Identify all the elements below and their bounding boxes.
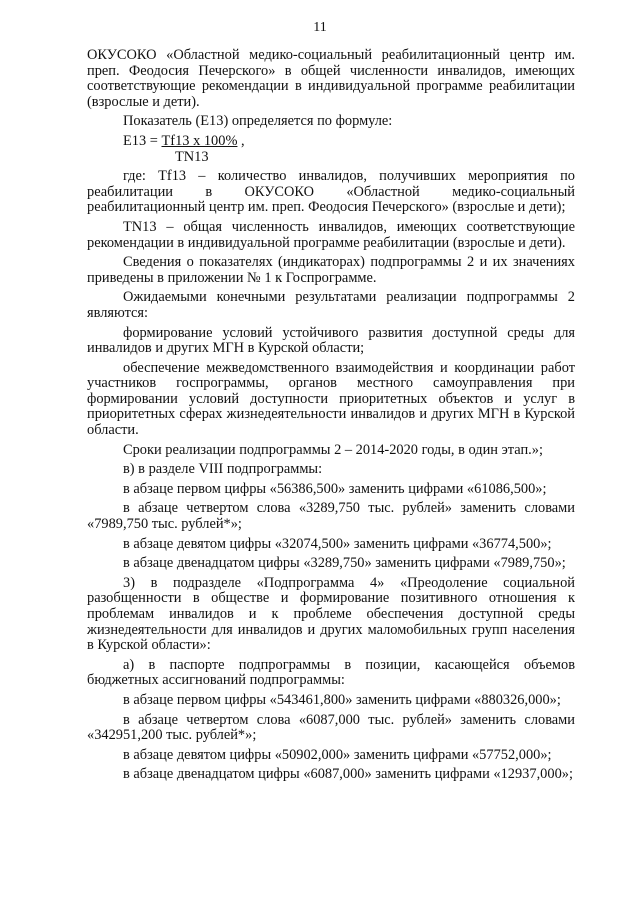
formula-lhs: Е13 = — [123, 132, 162, 149]
paragraph-passport-12: в абзаце двенадцатом цифры «6087,000» заменить цифрами «12937,000»; — [123, 766, 573, 783]
paragraph-1: ОКУСОКО «Областной медико-социальный реабилитационный центр им. преп. Феодосия Печерского» в общей численности инвалидов, имеющих соответствующие рекомендации в индивидуальной программе реабилитации (взрослые и дети). — [87, 47, 575, 110]
paragraph-subprogram-4: 3) в подразделе «Подпрограмма 4» «Преодоление социальной разобщенности в обществе и формирование позитивного отношения к проблемам инвалидов и к проблеме обеспечения доступной среды жизнедеятельности для инвалидов и других маломобильных групп населения в Курской области»: — [87, 574, 575, 654]
paragraph-section-viii: в) в разделе VIII подпрограммы: — [123, 461, 323, 478]
paragraph-result-2: обеспечение межведомственного взаимодействия и координации работ участников госпрограммы, органов местного самоуправления при формировании условий доступности приоритетных объектов и услуг в приоритетных сферах жизнедеятельности инвалидов и других МГН в Курской области. — [87, 359, 575, 439]
formula — [87, 134, 575, 150]
paragraph-tn13: TN13 – общая численность инвалидов, имеющих соответствующие рекомендации в индивидуальной программе реабилитации (взрослые и дети). — [87, 218, 575, 251]
formula-tail: , — [237, 132, 245, 149]
paragraph-passport: а) в паспорте подпрограммы в позиции, касающейся объемов бюджетных ассигнований подпрограммы: — [87, 656, 575, 689]
formula-denominator: TN13 — [175, 148, 209, 165]
paragraph-viii-1: в абзаце первом цифры «56386,500» заменить цифрами «61086,500»; — [123, 480, 547, 497]
document-body — [87, 48, 575, 787]
paragraph-passport-9: в абзаце девятом цифры «50902,000» заменить цифрами «57752,000»; — [123, 746, 552, 763]
paragraph-expected-results: Ожидаемыми конечными результатами реализации подпрограммы 2 являются: — [87, 289, 575, 321]
paragraph-indicators: Сведения о показателях (индикаторах) подпрограммы 2 и их значениях приведены в приложении № 1 к Госпрограмме. — [87, 254, 575, 286]
paragraph-terms: Сроки реализации подпрограммы 2 – 2014-2020 годы, в один этап.»; — [123, 441, 543, 458]
formula-intro: Показатель (Е13) определяется по формуле: — [123, 113, 393, 130]
paragraph-where-tf13: где: Tf13 – количество инвалидов, получивших мероприятия по реабилитации в ОКУСОКО «Областной медико-социальный реабилитационный центр им. преп. Феодосия Печерского» (взрослые и дети); — [87, 168, 575, 216]
paragraph-passport-4: в абзаце четвертом слова «6087,000 тыс. рублей» заменить словами «342951,200 тыс. рублей*»; — [87, 711, 575, 744]
paragraph-viii-4: в абзаце четвертом слова «3289,750 тыс. рублей» заменить словами «7989,750 тыс. рублей*»; — [87, 500, 575, 533]
formula-numerator: Tf13 x 100% — [161, 132, 238, 149]
paragraph-viii-12: в абзаце двенадцатом цифры «3289,750» заменить цифрами «7989,750»; — [123, 555, 566, 572]
paragraph-passport-1: в абзаце первом цифры «543461,800» заменить цифрами «880326,000»; — [123, 691, 561, 708]
paragraph-result-1: формирование условий устойчивого развития доступной среды для инвалидов и других МГН в Курской области; — [87, 324, 575, 357]
paragraph-viii-9: в абзаце девятом цифры «32074,500» заменить цифрами «36774,500»; — [123, 535, 552, 552]
page-number: 11 — [313, 20, 327, 35]
